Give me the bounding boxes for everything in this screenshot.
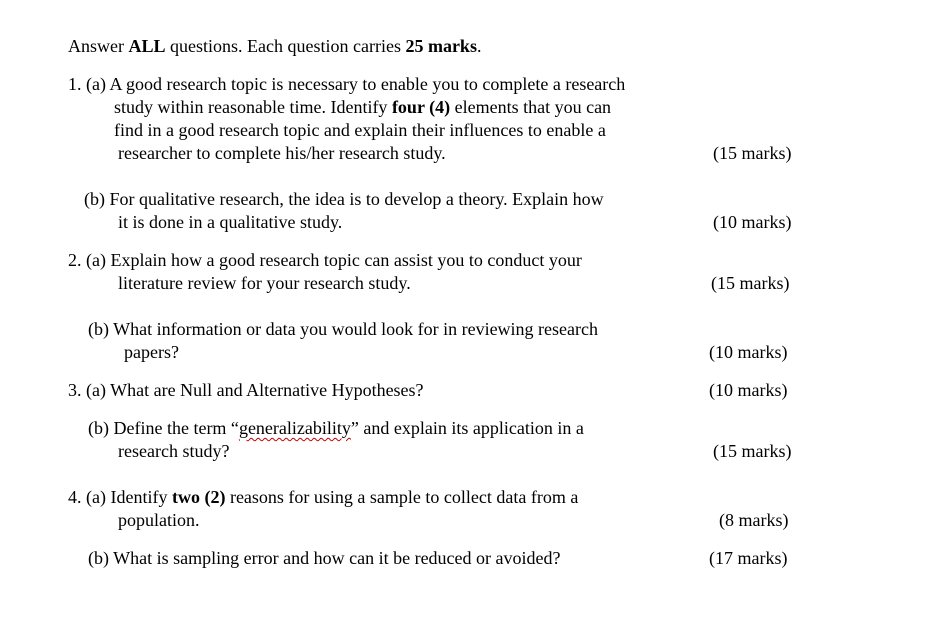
q2a-line1: 2. (a) Explain how a good research topic can assist you to conduct your	[68, 250, 582, 270]
q3a-line1: 3. (a) What are Null and Alternative Hypotheses?	[68, 380, 424, 400]
q2b-marks: (10 marks)	[709, 342, 788, 362]
q1a-line3: find in a good research topic and explain their influences to enable a	[114, 120, 606, 140]
q1a-line2-pre: study within reasonable time. Identify	[114, 97, 392, 117]
q3b-line2: research study?	[118, 441, 230, 461]
instructions-marks: 25 marks	[405, 36, 477, 56]
q2b-line1: (b) What information or data you would look for in reviewing research	[88, 319, 599, 339]
q2b-line2: papers?	[124, 342, 179, 362]
q2a-marks: (15 marks)	[711, 273, 790, 293]
q3b-marks: (15 marks)	[713, 441, 792, 461]
q1a-line1: 1. (a) A good research topic is necessary to enable you to complete a research	[68, 74, 626, 94]
q4b-line1: (b) What is sampling error and how can it be reduced or avoided?	[88, 548, 561, 568]
q1a-line2	[114, 98, 611, 116]
q3b-line1-pre: (b) Define the term “	[88, 418, 239, 438]
instructions-all: ALL	[128, 36, 166, 56]
instructions-suffix: .	[476, 36, 482, 56]
spellcheck-word: generalizability	[238, 418, 351, 438]
q4a-marks: (8 marks)	[719, 510, 789, 530]
q4a-line1-post: reasons for using a sample to collect data from a	[225, 487, 579, 507]
instructions-middle: questions. Each question carries	[165, 36, 406, 56]
q3b-line1	[88, 419, 584, 437]
instructions-prefix: Answer	[68, 36, 129, 56]
q4a-line1-bold: two (2)	[171, 487, 226, 507]
q1b-line1: (b) For qualitative research, the idea is to develop a theory. Explain how	[84, 189, 604, 209]
q4a-line1	[68, 488, 578, 506]
q1a-line2-bold: four (4)	[391, 97, 451, 117]
q1a-line4: researcher to complete his/her research study.	[118, 143, 446, 163]
q4b-marks: (17 marks)	[709, 548, 788, 568]
q2a-line2: literature review for your research study.	[118, 273, 411, 293]
q4a-line1-pre: 4. (a) Identify	[68, 487, 172, 507]
q1a-line2-post: elements that you can	[450, 97, 612, 117]
q1b-line2: it is done in a qualitative study.	[118, 212, 343, 232]
instructions	[68, 37, 481, 55]
q4a-line2: population.	[118, 510, 200, 530]
q3b-line1-post: ” and explain its application in a	[350, 418, 584, 438]
q1b-marks: (10 marks)	[713, 212, 792, 232]
q3a-marks: (10 marks)	[709, 380, 788, 400]
q1a-marks: (15 marks)	[713, 143, 792, 163]
